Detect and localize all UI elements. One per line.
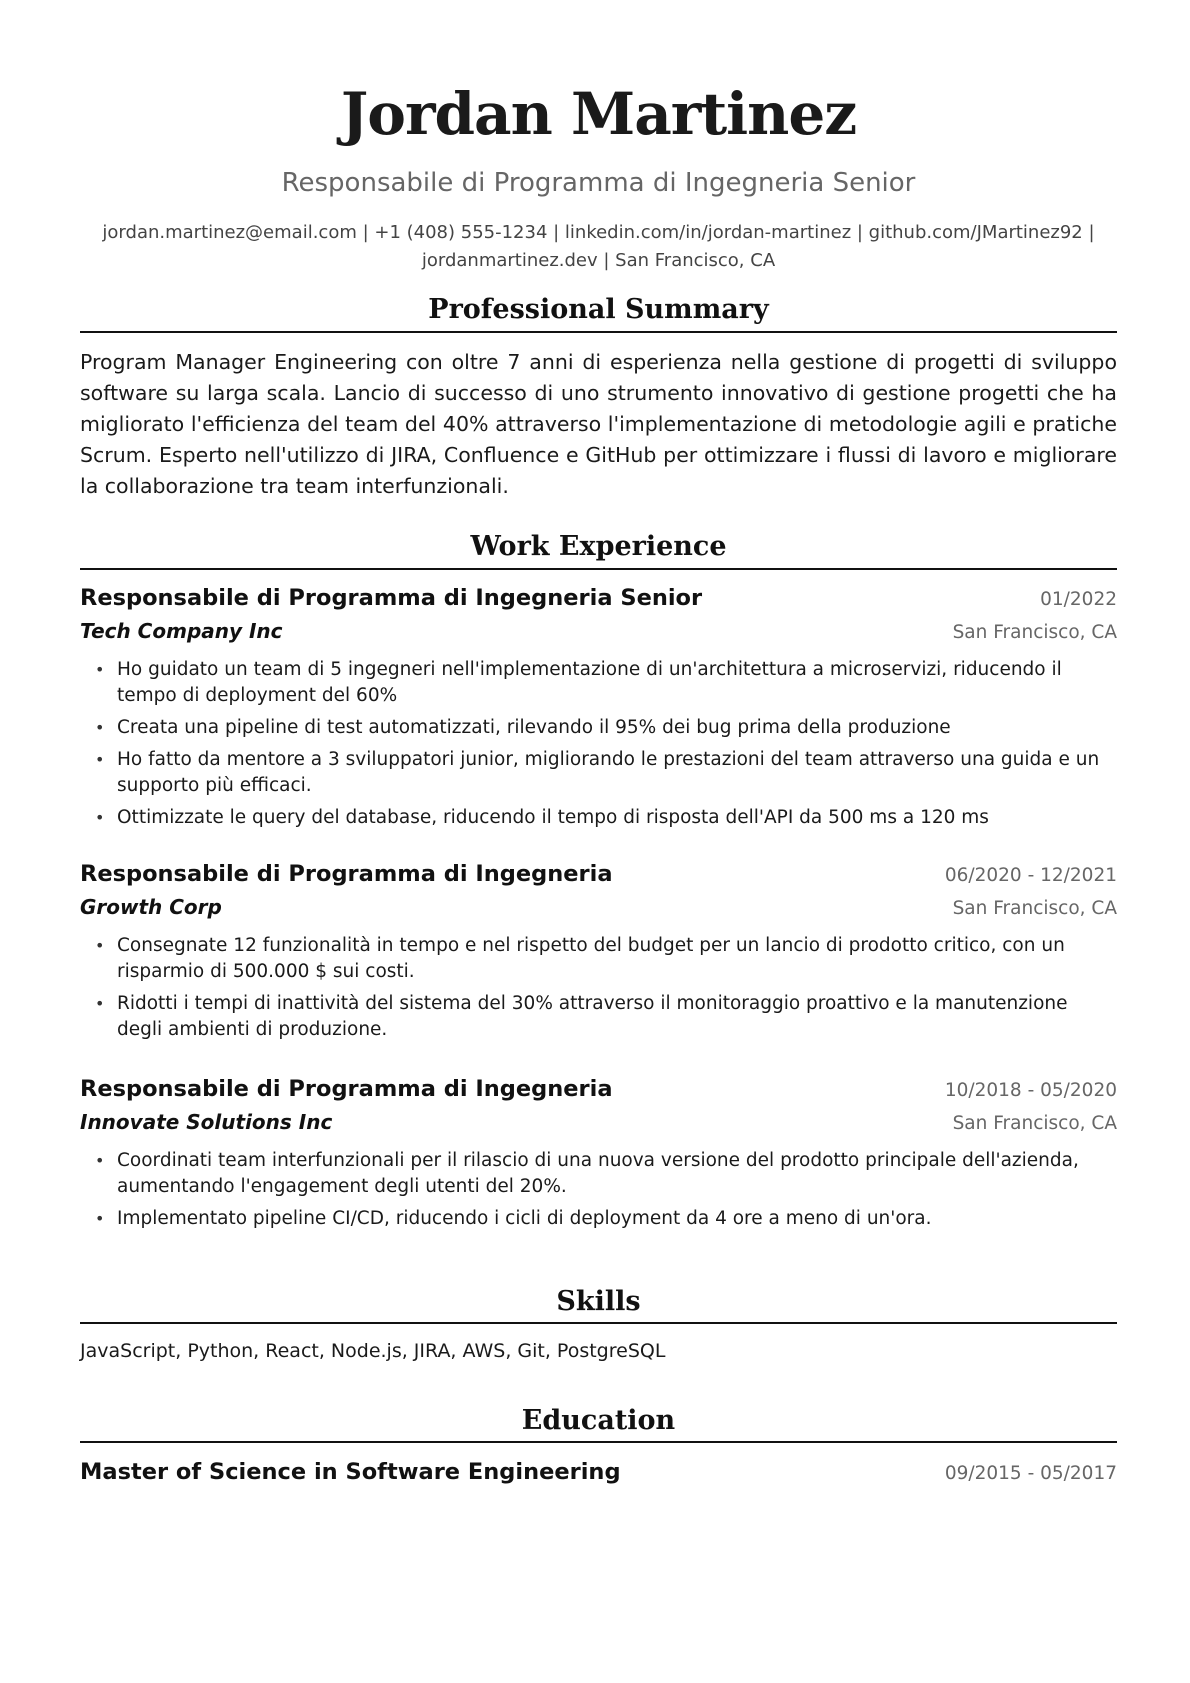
- job-entry: [80, 1076, 1117, 1238]
- job-title: Responsabile di Programma di Ingegneria: [80, 861, 613, 887]
- skills-divider: [80, 1322, 1117, 1324]
- bullet-item: • Ridotti i tempi di inattività del sistema del 30% attraverso il monitoraggio proattivo e la manutenzione degli ambienti di produzione.: [80, 991, 1117, 1043]
- contact-line-1: jordan.martinez@email.com | +1 (408) 555-1234 | linkedin.com/in/jordan-martinez | github.com/JMartinez92 |: [102, 222, 1095, 243]
- skills-list: JavaScript, Python, React, Node.js, JIRA, AWS, Git, PostgreSQL: [80, 1340, 666, 1362]
- bullet-item: • Ottimizzate le query del database, riducendo il tempo di risposta dell'API da 500 ms a 120 ms: [80, 805, 1117, 831]
- candidate-title: Responsabile di Programma di Ingegneria Senior: [281, 168, 916, 198]
- job-title: Responsabile di Programma di Ingegneria: [80, 1076, 613, 1102]
- summary-heading: Professional Summary: [428, 294, 769, 325]
- job-location: San Francisco, CA: [952, 1113, 1117, 1134]
- job-bullets: [80, 933, 1117, 1043]
- bullet-item: • Ho guidato un team di 5 ingegneri nell'implementazione di un'architettura a microservizi, riducendo il tempo di deployment del 60%: [80, 657, 1117, 709]
- contact-info: [80, 219, 1117, 275]
- job-date: 10/2018 - 05/2020: [944, 1080, 1117, 1101]
- education-heading: Education: [521, 1405, 676, 1436]
- candidate-name: Jordan Martinez: [340, 80, 857, 148]
- job-location: San Francisco, CA: [952, 622, 1117, 643]
- education-entry: [80, 1459, 1117, 1485]
- job-date: 06/2020 - 12/2021: [944, 865, 1117, 886]
- education-divider: [80, 1441, 1117, 1443]
- bullet-item: • Coordinati team interfunzionali per il rilascio di una nuova versione del prodotto principale dell'azienda, aumentando l'engagement degli utenti del 20%.: [80, 1148, 1117, 1200]
- summary-text: Program Manager Engineering con oltre 7 anni di esperienza nella gestione di progetti di sviluppo software su larga scala. Lancio di successo di uno strumento innovativo di gestione progetti che ha migliorato l'efficienza del team del 40% attraverso l'implementazione di metodologie agili e pratiche Scrum. Esperto nell'utilizzo di JIRA, Confluence e GitHub per ottimizzare i flussi di lavoro e migliorare la collaborazione tra team interfunzionali.: [80, 350, 1117, 498]
- summary-divider: [80, 331, 1117, 333]
- company-name: Growth Corp: [80, 895, 222, 919]
- job-entry: [80, 861, 1117, 1049]
- skills-heading: Skills: [556, 1286, 641, 1317]
- job-bullets: [80, 657, 1117, 831]
- experience-divider: [80, 568, 1117, 570]
- company-name: Tech Company Inc: [80, 619, 283, 643]
- bullet-item: • Creata una pipeline di test automatizzati, rilevando il 95% dei bug prima della produzione: [80, 715, 1117, 741]
- job-location: San Francisco, CA: [952, 898, 1117, 919]
- bullet-item: • Ho fatto da mentore a 3 sviluppatori junior, migliorando le prestazioni del team attraverso una guida e un supporto più efficaci.: [80, 747, 1117, 799]
- company-name: Innovate Solutions Inc: [80, 1110, 333, 1134]
- education-date: 09/2015 - 05/2017: [944, 1463, 1117, 1484]
- job-entry: [80, 585, 1117, 837]
- contact-line-2: jordanmartinez.dev | San Francisco, CA: [421, 250, 776, 271]
- bullet-item: • Consegnate 12 funzionalità in tempo e nel rispetto del budget per un lancio di prodotto critico, con un risparmio di 500.000 $ sui costi.: [80, 933, 1117, 985]
- job-date: 01/2022: [1040, 589, 1117, 610]
- degree-title: Master of Science in Software Engineering: [80, 1459, 621, 1485]
- job-bullets: [80, 1148, 1117, 1232]
- bullet-item: • Implementato pipeline CI/CD, riducendo i cicli di deployment da 4 ore a meno di un'ora.: [80, 1206, 1117, 1232]
- experience-heading: Work Experience: [470, 531, 727, 562]
- job-title: Responsabile di Programma di Ingegneria Senior: [80, 585, 703, 611]
